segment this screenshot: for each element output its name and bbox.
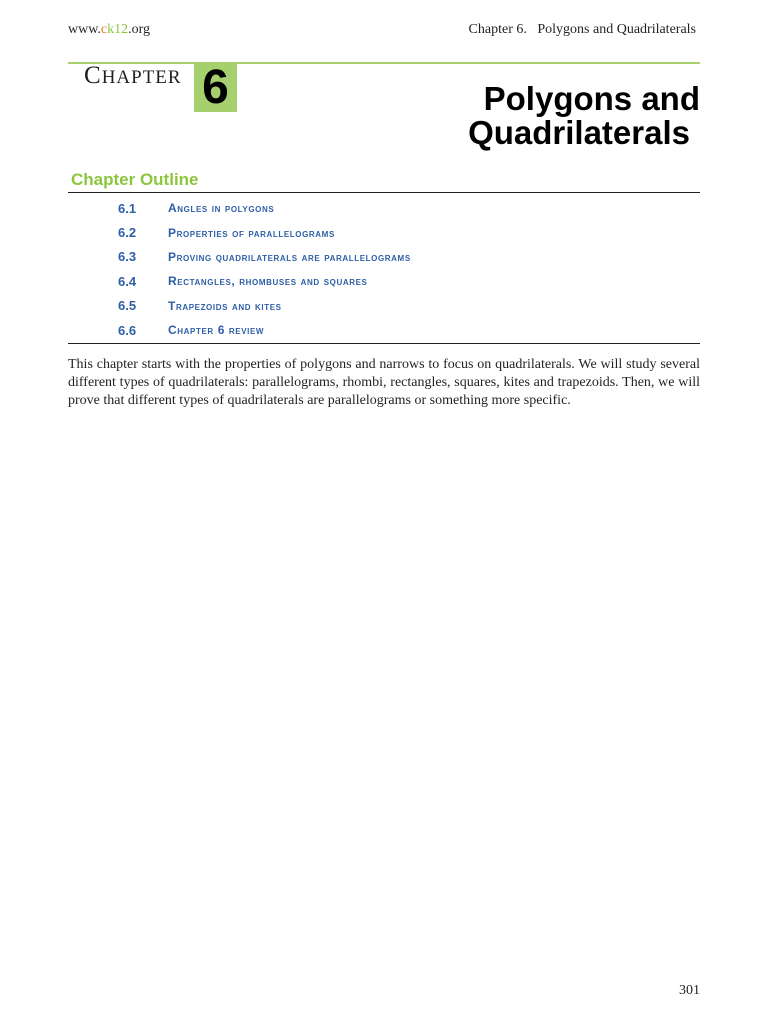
site-url[interactable] [68, 22, 150, 38]
outline-item[interactable] [68, 318, 700, 342]
outline-item-link[interactable]: chapter 6 review [168, 323, 265, 338]
outline-item-link[interactable]: trapezoids and kites [168, 298, 282, 313]
outline-item-link[interactable]: rectangles, rhombuses and squares [168, 274, 368, 289]
outline-item[interactable] [68, 269, 700, 293]
outline-item-number: 6.1 [118, 200, 137, 216]
outline-item[interactable] [68, 196, 700, 220]
site-prefix: www. [68, 22, 101, 37]
chapter-title [280, 82, 700, 150]
running-head: Chapter 6. Polygons and Quadrilaterals [468, 22, 696, 37]
chapter-label [84, 63, 182, 91]
outline-item-link[interactable]: properties of parallelograms [168, 225, 335, 240]
site-suffix: .org [128, 22, 151, 37]
outline-bottom-rule [68, 343, 700, 344]
outline-item[interactable] [68, 294, 700, 318]
outline-item-link[interactable]: angles in polygons [168, 201, 275, 216]
chapter-label-rest: HAPTER [101, 67, 182, 88]
chapter-label-initial: C [84, 62, 102, 89]
outline-top-rule [68, 192, 700, 193]
outline-heading: Chapter Outline [71, 170, 199, 189]
outline-item-number: 6.3 [118, 249, 137, 265]
site-c: c [100, 22, 108, 37]
outline-item[interactable] [68, 220, 700, 244]
outline-item-link[interactable]: proving quadrilaterals are parallelograms [168, 249, 411, 264]
outline-item[interactable] [68, 245, 700, 269]
chapter-title-line1: Polygons and [483, 80, 700, 117]
chapter-outline-list [68, 196, 700, 342]
page-number: 301 [679, 983, 700, 998]
chapter-intro-paragraph: This chapter starts with the properties of polygons and narrows to focus on quadrilaterals. We will study several different types of quadrilaterals: parallelograms, rhombi, rectangles, squares, kites and trapezoids. Then, we will prove that different types of quadrilaterals are parallelograms or something more specific. [68, 357, 700, 408]
outline-item-number: 6.2 [118, 225, 137, 241]
outline-item-number: 6.6 [118, 322, 137, 338]
chapter-title-line2: Quadrilaterals [468, 114, 690, 151]
outline-item-number: 6.5 [118, 298, 137, 314]
site-k12: k12 [107, 22, 129, 37]
page-header [68, 22, 700, 40]
outline-item-number: 6.4 [118, 273, 137, 289]
chapter-number-badge: 6 [194, 63, 237, 112]
